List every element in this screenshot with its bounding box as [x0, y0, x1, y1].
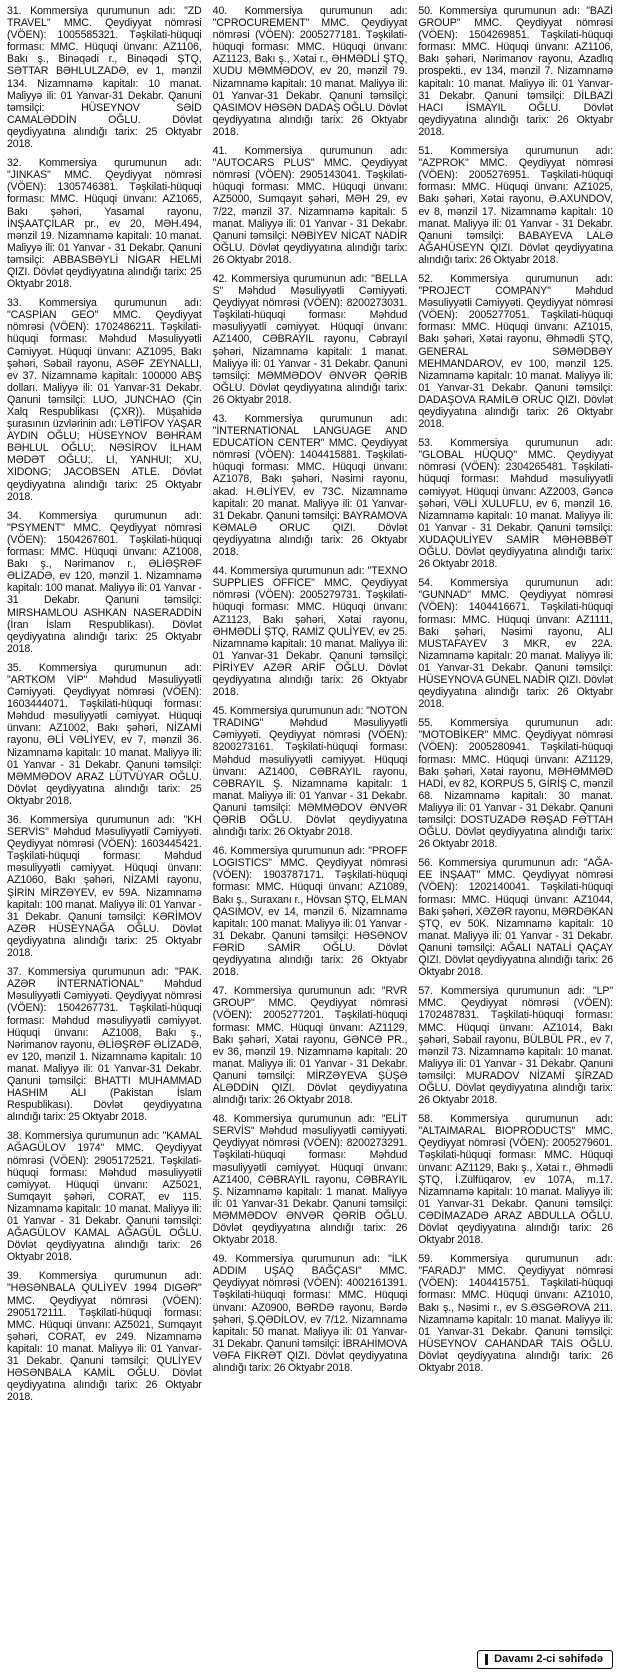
registry-entry: 42. Kommersiya qurumunun adı: "BELLA S" Məhdud Məsuliyyətli Cəmiyyəti. Qeydiyyat nömrəsi (VÖEN): 8200273031. Təşkilati-hüquqi forması: Məhdud məsuliyyətli cəmiyyət. Hüquqi ünvanı: AZ1400, CƏBRAYIL rayonu, Cəbrayıl şəhəri, Nizamnamə kapitalı: 1 manat. Maliyyə ili: 01 Yanvar - 31 Dekabr. Qanuni təmsilçi: MƏMMƏDOV ƏNVƏR QƏRİB OĞLU. Dövlət qeydiyyatına alındığı tarix: 26 Oktyabr 2018. [212, 272, 408, 406]
registry-entry: 39. Kommersiya qurumunun adı: "HƏSƏNBALA QULİYEV 1994 DIGƏR" MMC. Qeydiyyat nömrəsi (VÖEN): 2905172111. Təşkilati-hüquqi forması: MMC. Hüquqi ünvanı: AZ5021, Sumqayıt şəhəri, CORAT, ev 249. Nizamnamə kapitalı: 10 manat. Maliyyə ili: 01 Yanvar-31 Dekabr. Qanuni təmsilçi: QULİYEV HƏSƏNBALA KAMİL OĞLU. Dövlət qeydiyyatına alındığı tarix: 26 Oktyabr 2018. [7, 1270, 202, 1404]
registry-entry: 37. Kommersiya qurumunun adı: "PAK. AZƏR İNTERNATİONAL" Məhdud Məsuliyyətli Cəmiyyəti. Qeydiyyat nömrəsi (VÖEN): 1504267731. Təşkilati-hüquqi forması: Məhdud məsuliyyətli cəmiyyət. Hüquqi ünvanı: AZ1008, Bakı ş., Nərimanov rayonu, ƏLİƏŞRƏF ƏLİZADƏ, ev 120, mənzil 1. Nizamnamə kapitalı: 10 manat. Maliyyə ili: 01 Yanvar-31 Dekabr. Qanuni təmsilçi: BHATTI MUHAMMAD HASHIM ALI (Pakistan İslam Respublikası). Dövlət qeydiyyatına alındığı tarix: 25 Oktyabr 2018. [7, 966, 202, 1124]
registry-entry: 57. Kommersiya qurumunun adı: "LP" MMC. Qeydiyyat nömrəsi (VÖEN): 1702487831. Təşkilati-hüquqi forması: MMC. Hüquqi ünvanı: AZ1014, Bakı şəhəri, Səbail rayonu, BÜLBÜL PR., ev 7, mənzil 73. Nizamnamə kapitalı: 10 manat. Maliyyə ili: 01 Yanvar - 31 Dekabr. Qanuni təmsilçi: MURADOV NİZAMİ ŞİRZAD OĞLU. Dövlət qeydiyyatına alındığı tarix: 26 Oktyabr 2018. [418, 985, 614, 1107]
registry-entry: 31. Kommersiya qurumunun adı: "ZD TRAVEL" MMC. Qeydiyyat nömrəsi (VÖEN): 1005585321. Təşkilati-hüquqi forması: MMC. Hüquqi ünvanı: AZ1106, Bakı ş., Binəqədi r., Binəqədi ŞTQ, SƏTTAR BƏHLULZADƏ, ev 1, mənzil 134. Nizamnamə kapitalı: 10 manat. Maliyyə ili: 01 Yanvar-31 Dekabr. Qanuni təmsilçi: HÜSEYNOV SƏİD CAMALƏDDİN OĞLU. Dövlət qeydiyyatına alındığı tarix: 25 Oktyabr 2018. [7, 5, 202, 151]
registry-columns [7, 5, 613, 1410]
registry-column-1 [7, 5, 202, 1410]
registry-entry: 54. Kommersiya qurumunun adı: "GUNNAD" MMC. Qeydiyyat nömrəsi (VÖEN): 1404416671. Təşkilati-hüquqi forması: MMC. Hüquqi ünvanı: AZ1111, Bakı şəhəri, Nəsimi rayonu, ALI MUSTAFAYEV 3 MKR, ev 22A. Nizamnamə kapitalı: 20 manat. Maliyyə ili: 01 Yanvar-31 Dekabr. Qanuni təmsilçi: HÜSEYNOVA GÜNEL NADİR QIZI. Dövlət qeydiyyatına alındığı tarix: 26 Oktyabr 2018. [418, 577, 614, 711]
continuation-bar-icon [485, 1654, 488, 1665]
continuation-label: Davamı 2-ci səhifədə [494, 1653, 603, 1665]
registry-entry: 52. Kommersiya qurumunun adı: "PROJECT COMPANY" Məhdud Məsuliyyətli Cəmiyyəti. Qeydiyyat nömrəsi (VÖEN): 2005277051. Təşkilati-hüquqi forması: MMC. Hüquqi ünvanı: AZ1015, Bakı şəhəri, Xətai rayonu, Əhmədli ŞTQ, GENERAL SƏMƏDBƏY MEHMANDAROV, ev 100, mənzil 125. Nizamnamə kapitalı: 10 manat. Maliyyə ili: 01 Yanvar-31 Dekabr. Qanuni təmsilçi: DADAŞOVA RAMİLƏ ORUC QIZI. Dövlət qeydiyyatına alındığı tarix: 26 Oktyabr 2018. [418, 272, 614, 431]
registry-entry: 47. Kommersiya qurumunun adı: "RVR GROUP" MMC. Qeydiyyat nömrəsi (VÖEN): 2005277201. Təşkilati-hüquqi forması: MMC. Hüquqi ünvanı: AZ1129, Bakı şəhəri, Xətai rayonu, GƏNCƏ PR., ev 36, mənzil 19. Nizamnamə kapitalı: 20 manat. Maliyyə ili: 01 Yanvar - 31 Dekabr. Qanuni təmsilçi: MİRZƏYEVA ŞÜŞƏ ALƏDDİN QIZI. Dövlət qeydiyyatına alındığı tarix: 26 Oktyabr 2018. [212, 985, 408, 1107]
registry-entry: 44. Kommersiya qurumunun adı: "TEXNO SUPPLIES OFFICE" MMC. Qeydiyyat nömrəsi (VÖEN): 2005279731. Təşkilati-hüquqi forması: MMC. Hüquqi ünvanı: AZ1123, Bakı şəhəri, Xətai rayonu, ƏHMƏDLİ ŞTQ, RAMİZ QULİYEV, ev 25. Nizamnamə kapitalı: 10 manat. Maliyyə ili: 01 Yanvar-31 Dekabr. Qanuni təmsilçi: PİRİYEV AZƏR ARİF OĞLU. Dövlət qeydiyyatına alındığı tarix: 26 Oktyabr 2018. [212, 565, 408, 699]
registry-entry: 45. Kommersiya qurumunun adı: "NOTON TRADING" Məhdud Məsuliyyətli Cəmiyyəti. Qeydiyyat nömrəsi (VÖEN): 8200273161. Təşkilati-hüquqi forması: Məhdud məsuliyyətli cəmiyyət. Hüquqi ünvanı: AZ1400, CƏBRAYIL rayonu, CƏBRAYIL Ş. Nizamnamə kapitalı: 1 manat. Maliyyə ili: 01 Yanvar - 31 Dekabr. Qanuni təmsilçi: MƏMMƏDOV ƏNVƏR QƏRİB OĞLU. Dövlət qeydiyyatına alındığı tarix: 26 Oktyabr 2018. [212, 705, 408, 839]
registry-entry: 36. Kommersiya qurumunun adı: "KH SERVİS" Məhdud Məsuliyyətli Cəmiyyəti. Qeydiyyat nömrəsi (VÖEN): 1603445421. Təşkilati-hüquqi forması: Məhdud məsuliyyətli cəmiyyət. Hüquqi ünvanı: AZ1060, Bakı şəhəri, NİZAMİ rayonu, ŞİRİN MİRZƏYEV, ev 59A. Nizamnamə kapitalı: 100 manat. Maliyyə ili: 01 Yanvar - 31 Dekabr. Qanuni təmsilçi: KƏRİMOV AZƏR HÜSEYNAĞA OĞLU. Dövlət qeydiyyatına alındığı tarix: 25 Oktyabr 2018. [7, 814, 202, 960]
continuation-note [477, 1650, 613, 1669]
registry-entry: 51. Kommersiya qurumunun adı: "AZPROK" MMC. Qeydiyyat nömrəsi (VÖEN): 2005276951. Təşkilati-hüquqi forması: MMC. Hüquqi ünvanı: AZ1025, Bakı şəhəri, Xətai rayonu, Ə.AXUNDOV, ev 8, mənzil 17. Nizamnamə kapitalı: 10 manat. Maliyyə ili: 01 Yanvar - 31 Dekabr. Qanuni təmsilçi: BABAYEVA LALƏ AĞAHÜSEYN QIZI. Dövlət qeydiyyatına alındığı tarix: 26 Oktyabr 2018. [418, 145, 614, 266]
registry-entry: 35. Kommersiya qurumunun adı: "ARTKOM VİP" Məhdud Məsuliyyətli Cəmiyyəti. Qeydiyyat nömrəsi (VÖEN): 1603444071. Təşkilati-hüquqi forması: Məhdud məsuliyyətli cəmiyyət. Hüquqi ünvanı: AZ1002, Bakı şəhəri, NİZAMİ rayonu, ƏLİ VƏLİYEV, ev 7, mənzil 36. Nizamnamə kapitalı: 10 manat. Maliyyə ili: 01 Yanvar - 31 Dekabr. Qanuni təmsilçi: MƏMMƏDOV ARAZ LÜTVÜYAR OĞLU. Dövlət qeydiyyatına alındığı tarix: 25 Oktyabr 2018. [7, 661, 202, 807]
registry-entry: 55. Kommersiya qurumunun adı: "MOTOBİKER" MMC. Qeydiyyat nömrəsi (VÖEN): 2005280941. Təşkilati-hüquqi forması: MMC. Hüquqi ünvanı: AZ1129, Bakı şəhəri, Xətai rayonu, MƏHƏMMƏD HADİ, ev 82, KORPUS 5, GİRİŞ C, mənzil 68. Nizamnamə kapitalı: 30 manat. Maliyyə ili: 01 Yanvar - 31 Dekabr. Qanuni təmsilçi: DOSTUZADƏ RƏŞAD FƏTTAH OĞLU. Dövlət qeydiyyatına alındığı tarix: 26 Oktyabr 2018. [418, 717, 614, 851]
registry-column-2 [213, 5, 408, 1381]
registry-entry: 48. Kommersiya qurumunun adı: "ELİT SERVİS" Məhdud məsuliyyətli cəmiyyəti. Qeydiyyat nömrəsi (VÖEN): 8200273291. Təşkilati-hüquqi forması: Məhdud məsuliyyətli cəmiyyət. Hüquqi ünvanı: AZ1400, CƏBRAYIL rayonu, CƏBRAYIL Ş. Nizamnamə kapitalı: 1 manat. Maliyyə ili: 01 Yanvar-31 Dekabr. Qanuni təmsilçi: MƏMMƏDOV ƏNVƏR QƏRİB OĞLU. Dövlət qeydiyyatına alındığı tarix: 26 Oktyabr 2018. [212, 1113, 408, 1247]
registry-entry: 38. Kommersiya qurumunun adı: "KAMAL AĞAGÜLOV 1974" MMC. Qeydiyyat nömrəsi (VÖEN): 2905172521. Təşkilati-hüquqi forması: Məhdud məsuliyyətli cəmiyyət. Hüquqi ünvanı: AZ5021, Sumqayıt şəhəri, CORAT, ev 115. Nizamnamə kapitalı: 10 manat. Maliyyə ili: 01 Yanvar - 31 Dekabr. Qanuni təmsilçi: AĞAGÜLOV KAMAL AĞAGÜL OĞLU. Dövlət qeydiyyatına alındığı tarix: 26 Oktyabr 2018. [7, 1130, 202, 1264]
registry-entry: 32. Kommersiya qurumunun adı: "JINKAS" MMC. Qeydiyyat nömrəsi (VÖEN): 1305746381. Təşkilati-hüquqi forması: MMC. Hüquqi ünvanı: AZ1065, Bakı şəhəri, Yasamal rayonu, İNŞAATÇILAR pr., ev 20, MƏH.494, mənzil 19. Nizamnamə kapitalı: 10 manat. Maliyyə ili: 01 Yanvar - 31 Dekabr. Qanuni təmsilçi: ABBASBƏYLİ NİGAR HELMİ QIZI. Dövlət qeydiyyatına alındığı tarix: 25 Oktyabr 2018. [7, 157, 202, 291]
registry-entry: 58. Kommersiya qurumunun adı: "ALTAIMARAL BIOPRODUCTS" MMC. Qeydiyyat nömrəsi (VÖEN): 2005279601. Təşkilati-hüquqi forması: MMC. Hüquqi ünvanı: AZ1129, Bakı ş., Xətai r., Əhmədli ŞTQ, İ.Zülfüqarov, ev 107A, m.17. Nizamnamə kapitalı: 10 manat. Maliyyə ili: 01 Yanvar-31 Dekabr. Qanuni təmsilçi: CƏDİMAZADƏ ARAZ ABDULLA OĞLU. Dövlət qeydiyyatına alındığı tarix: 26 Oktyabr 2018. [418, 1113, 614, 1247]
registry-entry: 40. Kommersiya qurumunun adı: "CPROCUREMENT" MMC. Qeydiyyat nömrəsi (VÖEN): 2005277181. Təşkilati-hüquqi forması: MMC. Hüquqi ünvanı: AZ1123, Bakı ş., Xətai r., ƏHMƏDLİ ŞTQ, XUDU MƏMMƏDOV, ev 20, mənzil 79. Nizamnamə kapitalı: 10 manat. Maliyyə ili: 01 Yanvar-31 Dekabr. Qanuni təmsilçi: QASIMOV HƏSƏN DADAŞ OĞLU. Dövlət qeydiyyatına alındığı tarix: 26 Oktyabr 2018. [212, 5, 408, 138]
registry-entry: 41. Kommersiya qurumunun adı: "AUTOCARS PLUS" MMC. Qeydiyyat nömrəsi (VÖEN): 2905143041. Təşkilati-hüquqi forması: MMC. Hüquqi ünvanı: AZ5000, Sumqayıt şəhəri, MƏH 29, ev 7/22, mənzil 37. Nizamnamə kapitalı: 5 manat. Maliyyə ili: 01 Yanvar - 31 Dekabr. Qanuni təmsilçi: NƏBİYEV NİCAT NADİR OĞLU. Dövlət qeydiyyatına alındığı tarix: 26 Oktyabr 2018. [212, 145, 408, 266]
registry-entry: 59. Kommersiya qurumunun adı: "FARADJ" MMC. Qeydiyyat nömrəsi (VÖEN): 1404415751. Təşkilati-hüquqi forması: MMC. Hüquqi ünvanı: AZ1010, Bakı ş., Nəsimi r., ev S.ƏSGƏROVA 211. Nizamnamə kapitalı: 10 manat. Maliyyə ili: 01 Yanvar-31 Dekabr. Qanuni təmsilçi: HÜSEYNOV CAHANDAR TAİS OĞLU. Dövlət qeydiyyatına alındığı tarix: 26 Oktyabr 2018. [418, 1253, 614, 1375]
registry-entry: 56. Kommersiya qurumunun adı: "AĞA-EE İNŞAAT" MMC. Qeydiyyat nömrəsi (VÖEN): 1202140041. Təşkilati-hüquqi forması: MMC. Hüquqi ünvanı: AZ1044, Bakı şəhəri, XƏZƏR rayonu, MƏRDƏKAN ŞTQ, ev 50K. Nizamnamə kapitalı: 10 manat. Maliyyə ili: 01 Yanvar - 31 Dekabr. Qanuni təmsilçi: AĞALI NATALİ QAÇAY QIZI. Dövlət qeydiyyatına alındığı tarix: 26 Oktyabr 2018. [418, 857, 614, 979]
registry-entry: 49. Kommersiya qurumunun adı: "İLK ADDIM UŞAQ BAĞÇASI" MMC. Qeydiyyat nömrəsi (VÖEN): 4002161391. Təşkilati-hüquqi forması: MMC. Hüquqi ünvanı: AZ0900, BƏRDƏ rayonu, Bərdə şəhəri, Ş.QƏDİLOV, ev 7/12. Nizamnamə kapitalı: 50 manat. Maliyyə ili: 01 Yanvar-31 Dekabr. Qanuni təmsilçi: İBRAHİMOVA VƏFA FİKRƏT QIZI. Dövlət qeydiyyatına alındığı tarix: 26 Oktyabr 2018. [212, 1253, 408, 1375]
registry-entry: 33. Kommersiya qurumunun adı: "CASPİAN GEO" MMC. Qeydiyyat nömrəsi (VÖEN): 1702486211. Təşkilati-hüquqi forması: Məhdud Məsuliyyətli Cəmiyyət. Hüquqi ünvanı: AZ1095, Bakı şəhəri, Səbail rayonu, ASƏF ZEYNALLI, ev 37. Nizamnamə kapitalı: 100000 ABŞ dolları. Maliyyə ili: 01 Yanvar-31 Dekabr. Qanuni təmsilçi: LUO, JUNCHAO (Çin Xalq Respublikası (ÇXR)). Müşahidə şurasının üzvlərinin adı: LƏTİFOV YAŞAR AYDIN OĞLU; HÜSEYNOV BƏHRAM BƏHLUL OĞLU;. NƏSİROV İLHAM MƏDƏT OĞLU;. LI, YANHUI; XU, XIDONG; JACOBSEN ATLE. Dövlət qeydiyyatına alındığı tarix: 25 Oktyabr 2018. [7, 297, 202, 503]
registry-entry: 50. Kommersiya qurumunun adı: "BAZİ GROUP" MMC. Qeydiyyat nömrəsi (VÖEN): 1504269851. Təşkilati-hüquqi forması: MMC. Hüquqi ünvanı: AZ1106, Bakı şəhəri, Nərimanov rayonu, Azadlıq prospekti., ev 134, mənzil 7. Nizamnamə kapitalı: 10 manat. Maliyyə ili: 01 Yanvar-31 Dekabr. Qanuni təmsilçi: DİLBAZİ HACI İSMAYIL OĞLU. Dövlət qeydiyyatına alındığı tarix: 26 Oktyabr 2018. [418, 5, 614, 138]
registry-column-3 [418, 5, 613, 1381]
registry-entry: 53. Kommersiya qurumunun adı: "GLOBAL HÜQUQ" MMC. Qeydiyyat nömrəsi (VÖEN): 2304265481. Təşkilati-hüquqi forması: Məhdud məsuliyyətli cəmiyyət. Hüquqi ünvanı: AZ2003, Gəncə şəhəri, VƏLİ XULUFLU, ev 6, mənzil 16. Nizamnamə kapitalı: 10 manat. Maliyyə ili: 01 Yanvar - 31 Dekabr. Qanuni təmsilçi: XUDAQULİYEV SAMİR MƏHƏBBƏT OĞLU. Dövlət qeydiyyatına alındığı tarix: 26 Oktyabr 2018. [418, 437, 614, 571]
registry-entry: 43. Kommersiya qurumunun adı: "İNTERNATİONAL LANGUAGE AND EDUCATİON CENTER" MMC. Qeydiyyat nömrəsi (VÖEN): 1404415881. Təşkilati-hüquqi forması: MMC. Hüquqi ünvanı: AZ1078, Bakı şəhəri, Nəsimi rayonu, akad. H.ƏLİYEV, ev 73C. Nizamnamə kapitalı: 20 manat. Maliyyə ili: 01 Yanvar-31 Dekabr. Qanuni təmsilçi: BAYRAMOVA KƏMALƏ ORUC QIZI. Dövlət qeydiyyatına alındığı tarix: 26 Oktyabr 2018. [212, 413, 408, 559]
registry-entry: 46. Kommersiya qurumunun adı: "PROFF LOGISTICS" MMC. Qeydiyyat nömrəsi (VÖEN): 1903787171. Təşkilati-hüquqi forması: MMC. Hüquqi ünvanı: AZ1089, Bakı ş., Suraxanı r., Hövsan ŞTQ, ELMAN QASIMOV, ev 14, mənzil 6. Nizamnamə kapitalı: 100 manat. Maliyyə ili: 01 Yanvar - 31 Dekabr. Qanuni təmsilçi: HƏSƏNOV FƏRİD SAMİR OĞLU. Dövlət qeydiyyatına alındığı tarix: 26 Oktyabr 2018. [212, 845, 408, 979]
registry-entry: 34. Kommersiya qurumunun adı: "PSYMENT" MMC. Qeydiyyat nömrəsi (VÖEN): 1504267601. Təşkilati-hüquqi forması: MMC. Hüquqi ünvanı: AZ1008, Bakı ş., Nərimanov r., ƏLİƏŞRƏF ƏLİZADƏ, ev 120, mənzil 1. Nizamnamə kapitalı: 100 manat. Maliyyə ili: 01 Yanvar - 31 Dekabr. Qanuni təmsilçi: MIRSHAMLOU ASHKAN NASERADDİN (İran İslam Respublikası). Dövlət qeydiyyatına alındığı tarix: 25 Oktyabr 2018. [7, 509, 202, 655]
